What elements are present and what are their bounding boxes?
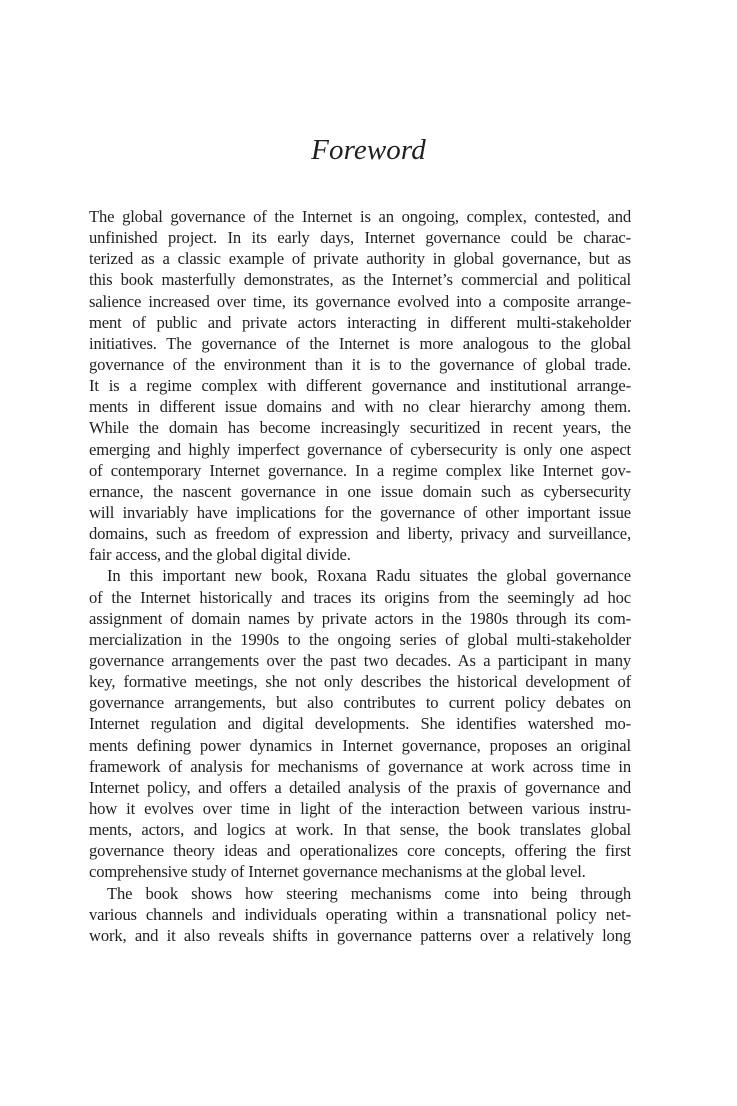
chapter-title: Foreword (311, 134, 426, 166)
text-line: While the domain has become increasingly securitized in recent years, the (89, 418, 631, 438)
paragraph-3 (89, 883, 631, 946)
text-line: governance arrangements, but also contributes to current policy debates on (89, 693, 631, 713)
text-line: Internet regulation and digital developments. She identifies watershed mo- (89, 714, 631, 734)
text-line: how it evolves over time in light of the interaction between various instru- (89, 798, 631, 818)
text-line: mercialization in the 1990s to the ongoing series of global multi-stakeholder (89, 629, 631, 649)
paragraph-2 (89, 565, 631, 882)
text-line: initiatives. The governance of the Internet is more analogous to the global (89, 333, 631, 353)
text-line: ments in different issue domains and with no clear hierarchy among them. (89, 397, 631, 417)
text-line: The book shows how steering mechanisms come into being through (107, 883, 631, 903)
text-line: various channels and individuals operating within a transnational policy net- (89, 904, 631, 924)
text-line: It is a regime complex with different governance and institutional arrange- (89, 376, 631, 396)
text-line: domains, such as freedom of expression and liberty, privacy and surveillance, (89, 524, 631, 544)
text-line: ment of public and private actors interacting in different multi-stakeholder (89, 312, 631, 332)
text-line: emerging and highly imperfect governance of cybersecurity is only one aspect (89, 439, 631, 459)
text-line: will invariably have implications for the governance of other important issue (89, 502, 631, 522)
text-line: this book masterfully demonstrates, as the Internet’s commercial and political (89, 270, 631, 290)
paragraph-1 (89, 206, 631, 565)
text-line: key, formative meetings, she not only describes the historical development of (89, 672, 631, 692)
text-line: ments, actors, and logics at work. In that sense, the book translates global (89, 820, 631, 840)
text-line: The global governance of the Internet is an ongoing, complex, contested, and (89, 207, 631, 226)
text-line: ments defining power dynamics in Internet governance, proposes an original (89, 735, 631, 755)
text-line: In this important new book, Roxana Radu situates the global governance (107, 566, 631, 586)
text-line: unfinished project. In its early days, Internet governance could be charac- (89, 228, 631, 248)
text-line: of the Internet historically and traces its origins from the seemingly ad hoc (89, 587, 631, 607)
text-line: governance arrangements over the past two decades. As a participant in many (89, 650, 631, 670)
text-line: work, and it also reveals shifts in governance patterns over a relatively long (89, 925, 631, 945)
text-line: fair access, and the global digital divide. (89, 545, 351, 565)
text-line: comprehensive study of Internet governance mechanisms at the global level. (89, 862, 586, 882)
text-line: of contemporary Internet governance. In a regime complex like Internet gov- (89, 460, 631, 480)
text-line: ernance, the nascent governance in one issue domain such as cybersecurity (89, 481, 631, 501)
text-line: salience increased over time, its governance evolved into a composite arrange- (89, 291, 631, 311)
text-line: assignment of domain names by private actors in the 1980s through its com- (89, 608, 631, 628)
text-line: terized as a classic example of private authority in global governance, but as (89, 249, 631, 269)
text-line: Internet policy, and offers a detailed analysis of the praxis of governance and (89, 777, 631, 797)
foreword-body (89, 206, 631, 946)
text-line: governance of the environment than it is to the governance of global trade. (89, 354, 631, 374)
text-line: governance theory ideas and operationalizes core concepts, offering the first (89, 841, 631, 861)
text-line: framework of analysis for mechanisms of governance at work across time in (89, 756, 631, 776)
